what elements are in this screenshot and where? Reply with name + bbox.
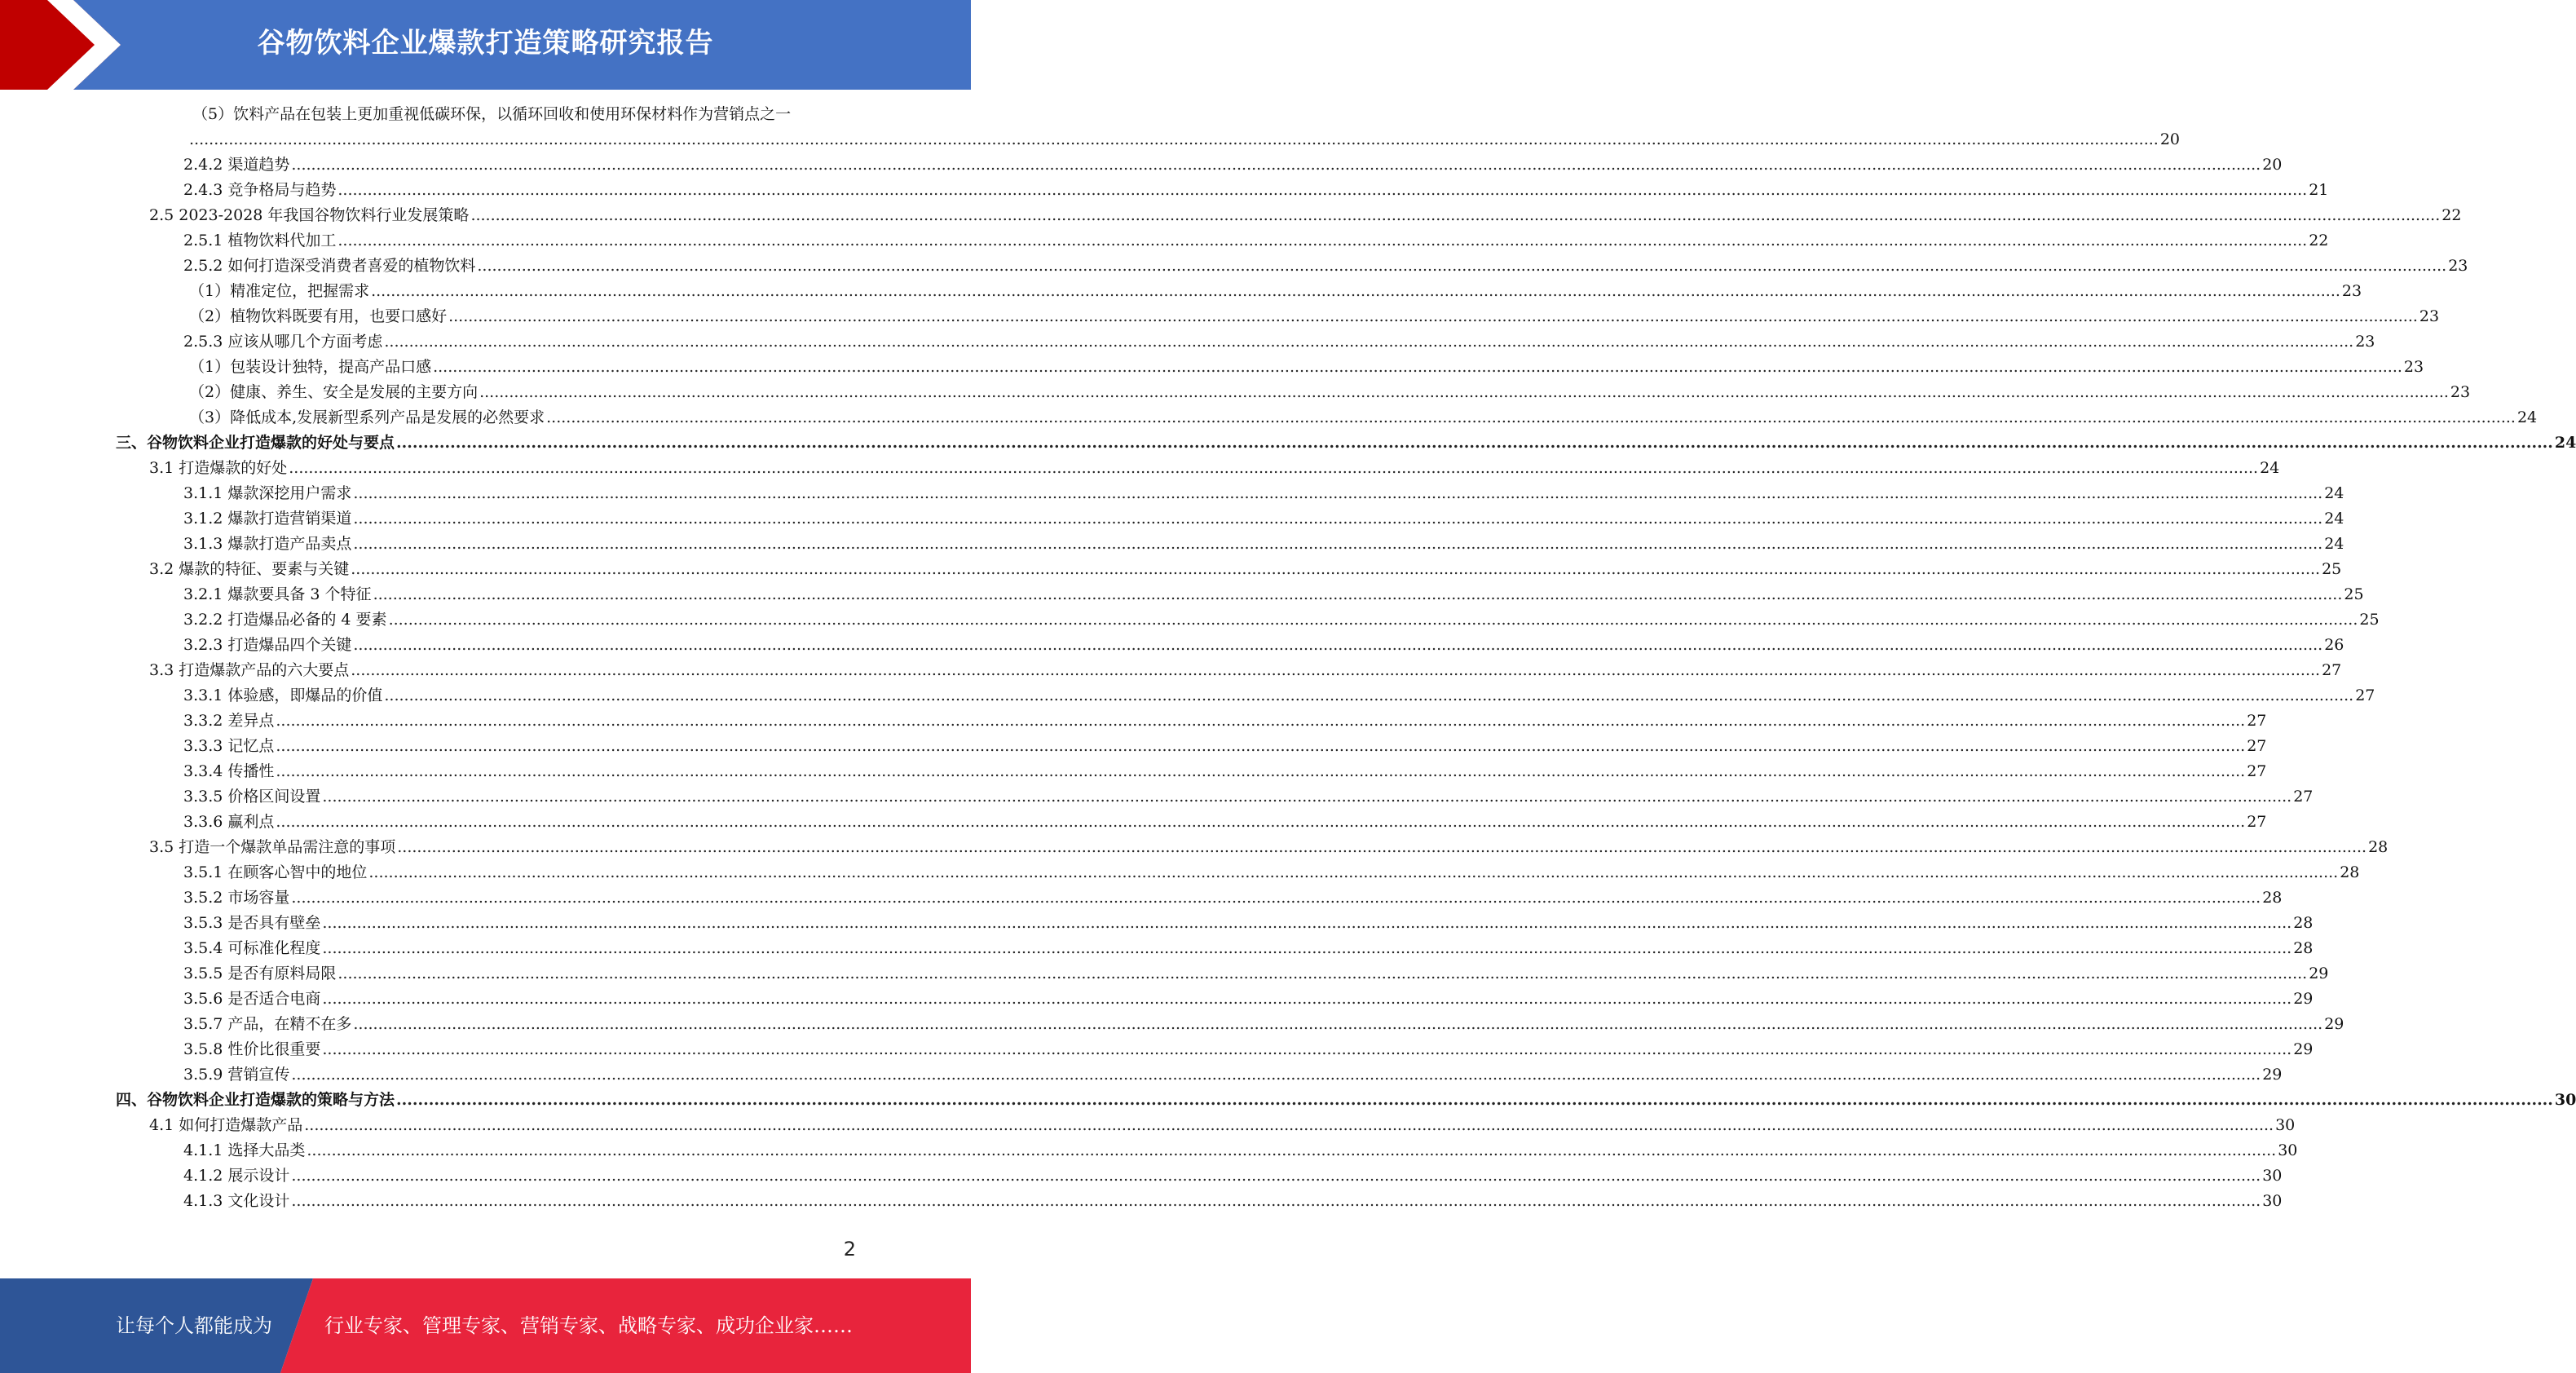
toc-leader-dots: ................................................................................................................................................................................................................................................................................................................................................................................................................ (448, 307, 2418, 325)
toc-leader-dots: ................................................................................................................................................................................................................................................................................................................................................................................................................ (353, 636, 2323, 654)
toc-entry-page: 23 (2355, 333, 2375, 351)
toc-leader-dots: ................................................................................................................................................................................................................................................................................................................................................................................................................ (291, 1192, 2261, 1210)
toc-entry-title: 3.5.3 是否具有壁垒 (183, 914, 321, 932)
toc-entry[interactable] (183, 582, 2364, 607)
toc-entry-title: 3.3.1 体验感，即爆品的价值 (183, 686, 383, 704)
toc-leader-dots: ................................................................................................................................................................................................................................................................................................................................................................................................................ (276, 762, 2246, 780)
toc-entry[interactable] (183, 987, 2314, 1012)
toc-entry[interactable] (183, 936, 2314, 961)
toc-entry-title: （2）植物饮料既要有用，也要口感好 (189, 307, 448, 325)
toc-entry[interactable] (183, 1062, 2283, 1088)
toc-entry[interactable] (183, 860, 2360, 885)
toc-entry[interactable] (189, 405, 2538, 430)
toc-entry-title: 3.3 打造爆款产品的六大要点 (149, 661, 350, 679)
toc-leader-dots: ................................................................................................................................................................................................................................................................................................................................................................................................................ (322, 990, 2292, 1008)
toc-leader-dots: ................................................................................................................................................................................................................................................................................................................................................................................................................ (368, 863, 2339, 881)
toc-leader-dots: ................................................................................................................................................................................................................................................................................................................................................................................................................ (291, 889, 2261, 907)
toc-leader-dots: ................................................................................................................................................................................................................................................................................................................................................................................................................ (322, 1040, 2292, 1058)
toc-leader-dots: ................................................................................................................................................................................................................................................................................................................................................................................................................ (396, 1091, 2553, 1109)
toc-entry-page: 28 (2368, 838, 2389, 856)
toc-leader-dots: ................................................................................................................................................................................................................................................................................................................................................................................................................ (546, 408, 2516, 426)
toc-entry-title: 3.3.4 传播性 (183, 762, 275, 780)
toc-entry[interactable] (183, 759, 2267, 784)
toc-entry[interactable] (149, 456, 2280, 481)
toc-entry-title: 3.3.5 价格区间设置 (183, 788, 321, 806)
toc-entry-page: 24 (2554, 434, 2576, 452)
toc-leader-dots: ................................................................................................................................................................................................................................................................................................................................................................................................................ (307, 1141, 2277, 1159)
toc-entry-page: 27 (2247, 813, 2267, 831)
toc-entry-page: 28 (2293, 939, 2314, 957)
toc-entry-title: 3.5 打造一个爆款单品需注意的事项 (149, 838, 396, 856)
toc-entry-title: 4.1.2 展示设计 (183, 1167, 290, 1185)
toc-entry[interactable] (183, 633, 2344, 658)
toc-entry-page: 28 (2340, 863, 2360, 881)
toc-entry-page: 27 (2355, 686, 2375, 704)
toc-leader-dots: ................................................................................................................................................................................................................................................................................................................................................................................................................ (291, 156, 2261, 174)
toc-entry-page: 20 (2159, 130, 2181, 148)
toc-leader-dots: ................................................................................................................................................................................................................................................................................................................................................................................................................ (433, 358, 2402, 376)
toc-entry[interactable] (183, 1189, 2283, 1214)
toc-entry[interactable] (189, 380, 2471, 405)
toc-leader-dots: ................................................................................................................................................................................................................................................................................................................................................................................................................ (322, 939, 2292, 957)
toc-entry[interactable] (189, 355, 2424, 380)
toc-entry-page: 30 (2262, 1192, 2283, 1210)
toc-entry[interactable] (183, 1037, 2314, 1062)
toc-entry[interactable] (183, 810, 2267, 835)
toc-entry[interactable] (183, 228, 2329, 254)
toc-entry[interactable] (149, 835, 2389, 860)
toc-entry-page: 27 (2247, 712, 2267, 730)
toc-leader-dots: ................................................................................................................................................................................................................................................................................................................................................................................................................ (291, 1167, 2261, 1185)
toc-entry[interactable] (183, 709, 2267, 734)
toc-entry-title: （2）健康、养生、安全是发展的主要方向 (189, 383, 479, 401)
toc-entry[interactable] (149, 658, 2342, 683)
toc-entry-page: 30 (2554, 1091, 2576, 1109)
toc-entry-title: 3.5.9 营销宣传 (183, 1066, 290, 1084)
toc-entry[interactable] (189, 279, 2362, 304)
toc-leader-dots: ................................................................................................................................................................................................................................................................................................................................................................................................................ (351, 661, 2321, 679)
toc-entry-title: 3.2 爆款的特征、要素与关键 (149, 560, 350, 578)
toc-entry[interactable] (116, 430, 2576, 456)
toc-entry-title: 3.1 打造爆款的好处 (149, 459, 288, 477)
toc-entry-title: 2.5.3 应该从哪几个方面考虑 (183, 333, 383, 351)
page-header (0, 0, 971, 90)
toc-entry-page: 27 (2293, 788, 2314, 806)
toc-entry[interactable] (183, 506, 2344, 532)
toc-leader-dots: ................................................................................................................................................................................................................................................................................................................................................................................................................ (189, 130, 2159, 148)
toc-entry-title: 3.2.1 爆款要具备 3 个特征 (183, 585, 372, 603)
toc-entry-title: （1）包装设计独特，提高产品口感 (189, 358, 432, 376)
toc-entry-title: 4.1.3 文化设计 (183, 1192, 290, 1210)
toc-entry-page: 29 (2309, 965, 2329, 982)
toc-entry-page: 24 (2516, 408, 2538, 426)
toc-entry-page: 29 (2262, 1066, 2283, 1084)
toc-entry-page: 28 (2262, 889, 2283, 907)
toc-leader-dots: ................................................................................................................................................................................................................................................................................................................................................................................................................ (353, 510, 2323, 528)
toc-entry-page: 30 (2262, 1167, 2283, 1185)
toc-leader-dots: ................................................................................................................................................................................................................................................................................................................................................................................................................ (322, 788, 2292, 806)
toc-entry-page: 30 (2275, 1116, 2296, 1134)
toc-leader-dots: ................................................................................................................................................................................................................................................................................................................................................................................................................ (371, 282, 2340, 300)
toc-leader-dots: ................................................................................................................................................................................................................................................................................................................................................................................................................ (337, 232, 2308, 249)
toc-entry-page: 25 (2359, 611, 2380, 629)
toc-entry-title: 2.4.3 竞争格局与趋势 (183, 181, 337, 199)
toc-entry[interactable] (189, 304, 2440, 329)
toc-leader-dots: ................................................................................................................................................................................................................................................................................................................................................................................................................ (477, 257, 2447, 275)
toc-entry[interactable] (116, 1088, 2576, 1113)
toc-leader-dots: ................................................................................................................................................................................................................................................................................................................................................................................................................ (337, 181, 2308, 199)
toc-entry-title: 三、谷物饮料企业打造爆款的好处与要点 (116, 434, 395, 452)
toc-entry-page: 23 (2450, 383, 2471, 401)
toc-leader-dots: ................................................................................................................................................................................................................................................................................................................................................................................................................ (289, 459, 2259, 477)
toc-entry[interactable] (183, 532, 2344, 557)
toc-entry[interactable] (183, 1012, 2344, 1037)
toc-leader-dots: ................................................................................................................................................................................................................................................................................................................................................................................................................ (396, 434, 2553, 452)
toc-entry-page: 23 (2419, 307, 2440, 325)
toc-leader-dots: ................................................................................................................................................................................................................................................................................................................................................................................................................ (388, 611, 2358, 629)
toc-entry-page: 28 (2293, 914, 2314, 932)
footer-slogan-right: 行业专家、管理专家、营销专家、战略专家、成功企业家…… (324, 1314, 853, 1337)
toc-entry-page: 24 (2324, 535, 2344, 553)
toc-leader-dots: ................................................................................................................................................................................................................................................................................................................................................................................................................ (351, 560, 2321, 578)
toc-entry-page: 27 (2247, 737, 2267, 755)
footer-slogan-left: 让每个人都能成为 (116, 1314, 272, 1337)
toc-entry-title: 2.4.2 渠道趋势 (183, 156, 290, 174)
toc-entry-page: 26 (2324, 636, 2344, 654)
toc-leader-dots: ................................................................................................................................................................................................................................................................................................................................................................................................................ (397, 838, 2367, 856)
toc-entry-page: 23 (2448, 257, 2468, 275)
toc-entry-title: 3.2.3 打造爆品四个关键 (183, 636, 352, 654)
toc-entry[interactable] (183, 1138, 2298, 1163)
toc-entry-title: 3.1.1 爆款深挖用户需求 (183, 484, 352, 502)
toc-leader-dots: ................................................................................................................................................................................................................................................................................................................................................................................................................ (384, 333, 2354, 351)
toc-entry-title: 3.5.8 性价比很重要 (183, 1040, 321, 1058)
toc-entry-page: 29 (2293, 1040, 2314, 1058)
toc-entry-title: 3.3.3 记忆点 (183, 737, 275, 755)
toc-entry-title: 3.5.6 是否适合电商 (183, 990, 321, 1008)
toc-entry[interactable] (187, 127, 2181, 152)
toc-entry-page: 27 (2247, 762, 2267, 780)
toc-entry-title: 3.5.7 产品，在精不在多 (183, 1015, 352, 1033)
toc-entry-title: （1）精准定位，把握需求 (189, 282, 370, 300)
toc-entry[interactable] (183, 254, 2468, 279)
toc-entry-title: 3.5.2 市场容量 (183, 889, 290, 907)
toc-leader-dots: ................................................................................................................................................................................................................................................................................................................................................................................................................ (276, 712, 2246, 730)
toc-entry-page: 29 (2293, 990, 2314, 1008)
toc-entry-title: 2.5 2023-2028 年我国谷物饮料行业发展策略 (149, 206, 470, 224)
toc-leader-dots: ................................................................................................................................................................................................................................................................................................................................................................................................................ (353, 484, 2323, 502)
toc-leader-dots: ................................................................................................................................................................................................................................................................................................................................................................................................................ (291, 1066, 2261, 1084)
toc-leader-dots: ................................................................................................................................................................................................................................................................................................................................................................................................................ (276, 813, 2246, 831)
toc-entry[interactable] (149, 1113, 2296, 1138)
toc-entry-page: 22 (2309, 232, 2329, 249)
toc-entry[interactable] (183, 481, 2344, 506)
toc-entry[interactable] (183, 911, 2314, 936)
toc-entry[interactable] (149, 557, 2342, 582)
toc-entry-page: 23 (2403, 358, 2424, 376)
toc-entry-page: 24 (2324, 510, 2344, 528)
toc-entry[interactable] (183, 607, 2380, 633)
toc-entry-title: 3.5.5 是否有原料局限 (183, 965, 337, 982)
toc-entry[interactable] (183, 885, 2283, 911)
toc-entry-page: 25 (2344, 585, 2364, 603)
toc-entry-title: 2.5.1 植物饮料代加工 (183, 232, 337, 249)
toc-entry[interactable] (192, 102, 854, 127)
toc-entry[interactable] (183, 734, 2267, 759)
toc-entry-title: 3.3.2 差异点 (183, 712, 275, 730)
toc-entry[interactable] (183, 329, 2375, 355)
toc-entry-page: 24 (2260, 459, 2280, 477)
toc-entry-title: 3.1.3 爆款打造产品卖点 (183, 535, 352, 553)
toc-entry-title: 2.5.2 如何打造深受消费者喜爱的植物饮料 (183, 257, 476, 275)
toc-entry-page: 23 (2341, 282, 2362, 300)
toc-entry[interactable] (183, 178, 2329, 203)
toc-entry-title: 3.5.4 可标准化程度 (183, 939, 321, 957)
toc-leader-dots: ................................................................................................................................................................................................................................................................................................................................................................................................................ (384, 686, 2354, 704)
toc-entry-page: 30 (2278, 1141, 2298, 1159)
toc-entry-page: 24 (2324, 484, 2344, 502)
toc-entry-page: 20 (2262, 156, 2283, 174)
toc-entry-page: 22 (2441, 206, 2462, 224)
toc-entry-title: 3.5.1 在顾客心智中的地位 (183, 863, 368, 881)
toc-entry-title: 四、谷物饮料企业打造爆款的策略与方法 (116, 1091, 395, 1109)
toc-leader-dots: ................................................................................................................................................................................................................................................................................................................................................................................................................ (353, 535, 2323, 553)
toc-entry-title: 4.1 如何打造爆款产品 (149, 1116, 303, 1134)
toc-entry[interactable] (183, 961, 2329, 987)
toc-entry-title: 3.3.6 赢利点 (183, 813, 275, 831)
toc-entry-title: 3.2.2 打造爆品必备的 4 要素 (183, 611, 387, 629)
toc-entry[interactable] (183, 683, 2375, 709)
page-footer (0, 1278, 971, 1373)
toc-leader-dots: ................................................................................................................................................................................................................................................................................................................................................................................................................ (353, 1015, 2323, 1033)
toc-leader-dots: ................................................................................................................................................................................................................................................................................................................................................................................................................ (304, 1116, 2274, 1134)
toc-entry-title: （3）降低成本,发展新型系列产品是发展的必然要求 (189, 408, 545, 426)
toc-entry-page: 29 (2324, 1015, 2344, 1033)
toc-entry-title: 3.1.2 爆款打造营销渠道 (183, 510, 352, 528)
toc-leader-dots: ................................................................................................................................................................................................................................................................................................................................................................................................................ (470, 206, 2441, 224)
toc-entry-page: 27 (2322, 661, 2342, 679)
toc-entry[interactable] (183, 784, 2314, 810)
toc-entry[interactable] (183, 152, 2283, 178)
toc-entry-title: 4.1.1 选择大品类 (183, 1141, 306, 1159)
toc-leader-dots: ................................................................................................................................................................................................................................................................................................................................................................................................................ (479, 383, 2449, 401)
toc-entry-page: 25 (2322, 560, 2342, 578)
page-number: 2 (843, 1238, 856, 1260)
toc-entry[interactable] (149, 203, 2462, 228)
toc-entry[interactable] (183, 1163, 2283, 1189)
toc-leader-dots: ................................................................................................................................................................................................................................................................................................................................................................................................................ (373, 585, 2343, 603)
toc-entry-page: 21 (2309, 181, 2329, 199)
toc-entry-title: （5）饮料产品在包装上更加重视低碳环保，以循环回收和使用环保材料作为营销点之一 (192, 105, 792, 123)
report-title: 谷物饮料企业爆款打造策略研究报告 (257, 27, 714, 60)
toc-leader-dots: ................................................................................................................................................................................................................................................................................................................................................................................................................ (322, 914, 2292, 932)
toc-leader-dots: ................................................................................................................................................................................................................................................................................................................................................................................................................ (337, 965, 2308, 982)
toc-leader-dots: ................................................................................................................................................................................................................................................................................................................................................................................................................ (276, 737, 2246, 755)
